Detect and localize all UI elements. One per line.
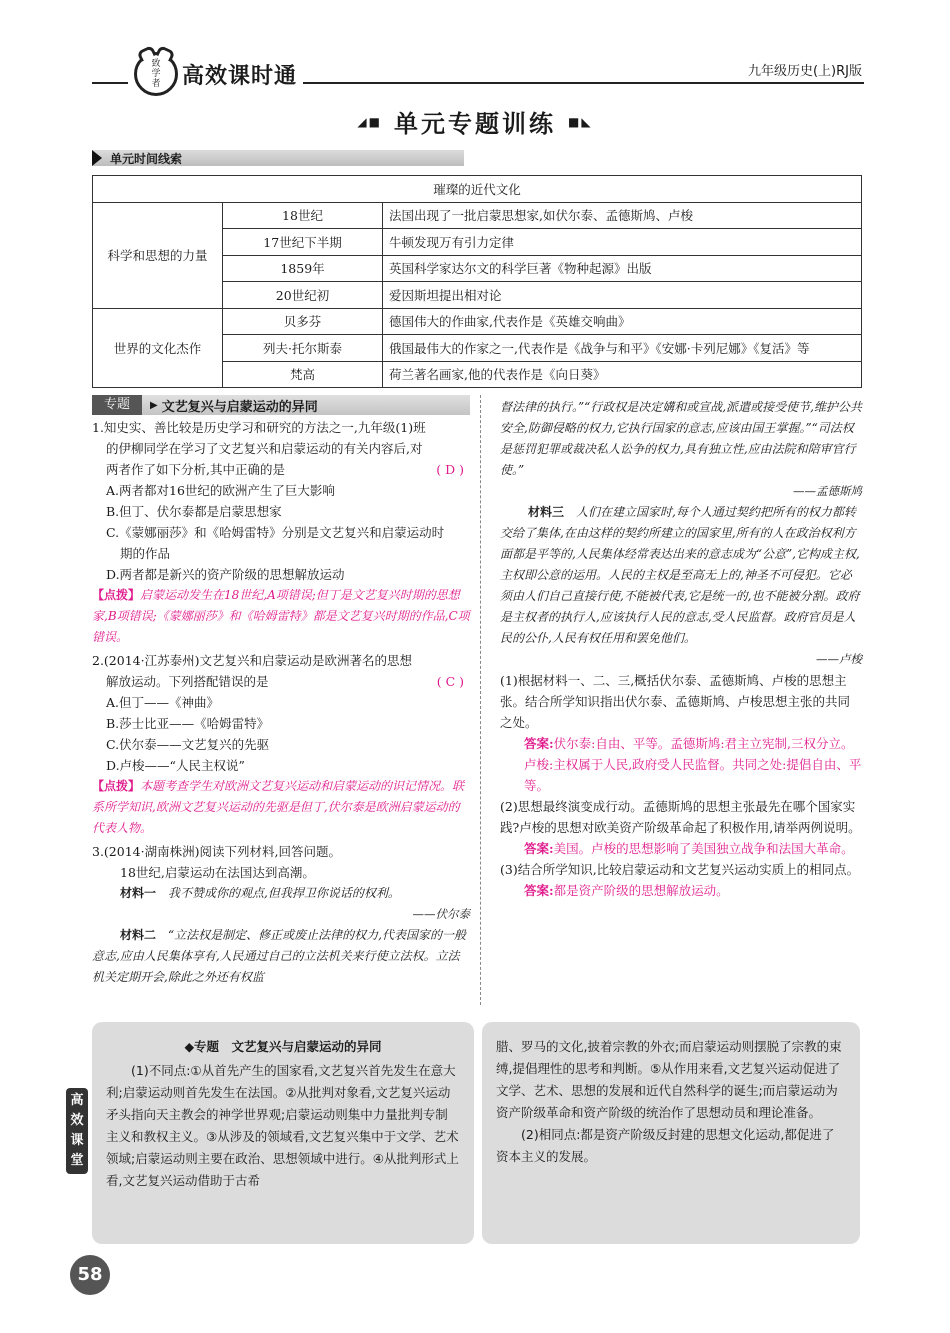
summary-paragraph: 腊、罗马的文化,披着宗教的外衣;而启蒙运动则摆脱了宗教的束缚,提倡理性的思考和判断。⑤从作用来看,文艺复兴运动促进了文学、艺术、思想的发展和近代自然科学的诞生;而启蒙运动为资产阶级革命和资产阶级的统治作了思想动员和理论准备。 xyxy=(496,1039,842,1120)
q1-option-c: C.《蒙娜丽莎》和《哈姆雷特》分别是文艺复兴和启蒙运动时 xyxy=(106,525,445,540)
summary-box-right xyxy=(482,1022,860,1244)
topic-bar xyxy=(92,395,470,415)
material-label: 材料一 xyxy=(120,886,157,900)
summary-paragraph: (1)不同点:①从首先产生的国家看,文艺复兴首先发生在意大利;启蒙运动则首先发生在法国。②从批判对象看,文艺复兴运动矛头指向天主教会的神学世界观;启蒙运动则集中力量批判专制主义和教权主义。③从涉及的领域看,文艺复兴集中于文学、艺术领域;启蒙运动则主要在政治、思想领域中进行。④从批判形式上看,文艺复兴运动借助于古希 xyxy=(106,1063,459,1188)
page-title-row xyxy=(0,104,950,139)
column-divider xyxy=(480,395,481,1005)
hint-label: 【点拨】 xyxy=(92,779,141,793)
q1-stem-line: 1.知史实、善比较是历史学习和研究的方法之一,九年级(1)班 xyxy=(92,420,426,435)
material-2-cont: 督法律的执行。”“行政权是决定媾和或宣战,派遣或接受使节,维护公共安全,防御侵略的权力,它执行国家的意志,应该由国王掌握。”“司法权是惩罚犯罪或裁决私人讼争的权力,具有独立性,应由法院和陪审官行使。” xyxy=(500,400,862,477)
table-row xyxy=(93,308,862,335)
q2-hint xyxy=(92,776,470,839)
material-3-signature: ——卢梭 xyxy=(816,652,862,666)
arrow-icon: ▶ xyxy=(150,399,158,411)
alarm-clock-icon xyxy=(134,52,178,96)
material-text: 人们在建立国家时,每个人通过契约把所有的权力都转交给了集体,在由这样的契约所建立的国家里,所有的人在政治权利方面都是平等的,人民集体经常表达出来的意志成为“公意”,它构成主权,主权即公意的运用。人民的主权是至高无上的,神圣不可侵犯。它必须由人们自己直接行使,不能被代表,它是统一的,也不能被分割。政府是主权者的执行人,应该执行人民的意志,受人民监督。政府官员是人民的公仆,人民有权任用和罢免他们。 xyxy=(500,505,860,645)
brand-name: 高效课时通 xyxy=(182,63,298,89)
name-cell: 贝多芬 xyxy=(223,308,383,335)
q3-answer-1 xyxy=(500,733,862,796)
answer-text: 都是资产阶级的思想解放运动。 xyxy=(553,883,729,898)
desc-cell: 德国伟大的作曲家,代表作是《英雄交响曲》 xyxy=(383,308,862,335)
material-label: 材料二 xyxy=(120,928,157,942)
material-label: 材料三 xyxy=(528,505,565,519)
topic-tag: 专题 xyxy=(92,395,142,415)
question-2 xyxy=(92,650,470,839)
time-cell: 17世纪下半期 xyxy=(223,229,383,256)
q3-sub-1: (1)根据材料一、二、三,概括伏尔泰、孟德斯鸠、卢梭的思想主张。结合所学知识指出伏尔泰、孟德斯鸠、卢梭思想主张的共同之处。 xyxy=(500,673,851,730)
q2-stem-line xyxy=(92,671,470,692)
timeline-table xyxy=(92,175,862,388)
group-cell: 世界的文化杰作 xyxy=(93,308,223,388)
summary-heading: ◆专题 文艺复兴与启蒙运动的异同 xyxy=(184,1039,382,1054)
desc-cell: 荷兰著名画家,他的代表作是《向日葵》 xyxy=(383,361,862,388)
q1-option-a: A.两者都对16世纪的欧洲产生了巨大影响 xyxy=(106,483,335,498)
answer-text: 美国。卢梭的思想影响了美国独立战争和法国大革命。 xyxy=(553,841,854,856)
q3-stem: 3.(2014·湖南株洲)阅读下列材料,回答问题。 xyxy=(92,844,341,859)
q2-stem-line: 2.(2014·江苏泰州)文艺复兴和启蒙运动是欧洲著名的思想 xyxy=(92,653,412,668)
q2-option-a: A.但丁——《神曲》 xyxy=(106,695,220,710)
desc-cell: 俄国最伟大的作家之一,代表作是《战争与和平》《安娜·卡列尼娜》《复活》等 xyxy=(383,335,862,362)
q3-answer-3 xyxy=(500,880,862,901)
answer-text: 伏尔泰:自由、平等。孟德斯鸠:君主立宪制,三权分立。卢梭:主权属于人民,政府受人民监督。共同之处:提倡自由、平等。 xyxy=(524,736,862,793)
answer-label: 答案: xyxy=(524,841,554,856)
q1-stem-text: 两者作了如下分析,其中正确的是 xyxy=(106,462,285,477)
material-2 xyxy=(92,925,470,988)
answer-label: 答案: xyxy=(524,883,554,898)
brand-logo xyxy=(128,52,303,96)
material-1 xyxy=(92,883,470,904)
q2-stem-text: 解放运动。下列搭配错误的是 xyxy=(106,674,269,689)
page-title: 单元专题训练 xyxy=(394,110,556,138)
q3-intro: 18世纪,启蒙运动在法国达到高潮。 xyxy=(120,865,315,880)
time-cell: 18世纪 xyxy=(223,202,383,229)
page-number: 58 xyxy=(70,1255,110,1295)
section-label-text: 单元时间线索 xyxy=(110,151,183,166)
q1-stem-line xyxy=(92,459,470,480)
material-2-signature: ——孟德斯鸠 xyxy=(793,484,862,498)
hint-text: 本题考查学生对欧洲文艺复兴运动和启蒙运动的识记情况。联系所学知识,欧洲文艺复兴运动的先驱是但丁,伏尔泰是欧洲启蒙运动的代表人物。 xyxy=(92,779,465,835)
hint-label: 【点拨】 xyxy=(92,588,141,602)
title-deco-right: ■◣ xyxy=(568,114,593,129)
desc-cell: 爱因斯坦提出相对论 xyxy=(383,282,862,309)
question-3-cont xyxy=(500,397,862,901)
material-text: “立法权是制定、修正或废止法律的权力,代表国家的一般意志,应由人民集体享有,人民通过自己的立法机关来行使立法权。立法机关定期开会,除此之外还有权监 xyxy=(92,928,466,984)
q3-answer-2 xyxy=(500,838,862,859)
q1-option-d: D.两者都是新兴的资产阶级的思想解放运动 xyxy=(106,567,345,582)
q2-option-d: D.卢梭——“人民主权说” xyxy=(106,758,245,773)
desc-cell: 牛顿发现万有引力定律 xyxy=(383,229,862,256)
clock-text: 致 学 者 xyxy=(151,59,161,89)
material-text: 我不赞成你的观点,但我捍卫你说话的权利。 xyxy=(168,886,400,900)
q3-sub-3: (3)结合所学知识,比较启蒙运动和文艺复兴运动实质上的相同点。 xyxy=(500,862,860,877)
q2-option-b: B.莎士比亚——《哈姆雷特》 xyxy=(106,716,270,731)
q1-answer: ( D ) xyxy=(436,462,464,477)
q1-hint xyxy=(92,585,470,648)
q1-option-c-cont: 期的作品 xyxy=(120,546,171,561)
q1-option-b: B.但丁、伏尔泰都是启蒙思想家 xyxy=(106,504,282,519)
triangle-marker-icon xyxy=(92,150,102,166)
side-tab: 高效课堂 xyxy=(66,1088,88,1174)
name-cell: 列夫·托尔斯泰 xyxy=(223,335,383,362)
q3-sub-2: (2)思想最终演变成行动。孟德斯鸠的思想主张最先在哪个国家实践?卢梭的思想对欧美资产阶级革命起了积极作用,请举两例说明。 xyxy=(500,799,861,835)
topic-title: 文艺复兴与启蒙运动的异同 xyxy=(161,399,318,415)
summary-box-left xyxy=(92,1022,474,1244)
q2-answer: ( C ) xyxy=(436,674,464,689)
table-row xyxy=(93,202,862,229)
title-deco-left: ◢■ xyxy=(357,114,382,129)
time-cell: 20世纪初 xyxy=(223,282,383,309)
section-label-timeline xyxy=(92,150,464,166)
desc-cell: 英国科学家达尔文的科学巨著《物种起源》出版 xyxy=(383,255,862,282)
table-title: 璀璨的近代文化 xyxy=(93,176,862,203)
left-column xyxy=(92,395,470,988)
material-3 xyxy=(500,502,862,649)
question-1 xyxy=(92,417,470,648)
right-column xyxy=(500,395,862,901)
desc-cell: 法国出现了一批启蒙思想家,如伏尔泰、孟德斯鸠、卢梭 xyxy=(383,202,862,229)
grade-label: 九年级历史(上)RJ版 xyxy=(742,60,862,79)
name-cell: 梵高 xyxy=(223,361,383,388)
q1-stem-line: 的伊柳同学在学习了文艺复兴和启蒙运动的有关内容后,对 xyxy=(106,441,423,456)
answer-label: 答案: xyxy=(524,736,554,751)
material-1-signature: ——伏尔泰 xyxy=(412,907,470,921)
q2-option-c: C.伏尔泰——文艺复兴的先驱 xyxy=(106,737,270,752)
hint-text: 启蒙运动发生在18世纪,A项错误;但丁是文艺复兴时期的思想家,B项错误;《蒙娜丽莎》和《哈姆雷特》都是文艺复兴时期的作品,C项错误。 xyxy=(92,588,470,644)
question-3 xyxy=(92,841,470,988)
time-cell: 1859年 xyxy=(223,255,383,282)
summary-paragraph: (2)相同点:都是资产阶级反封建的思想文化运动,都促进了资本主义的发展。 xyxy=(496,1127,835,1164)
table-row xyxy=(93,176,862,203)
group-cell: 科学和思想的力量 xyxy=(93,202,223,308)
